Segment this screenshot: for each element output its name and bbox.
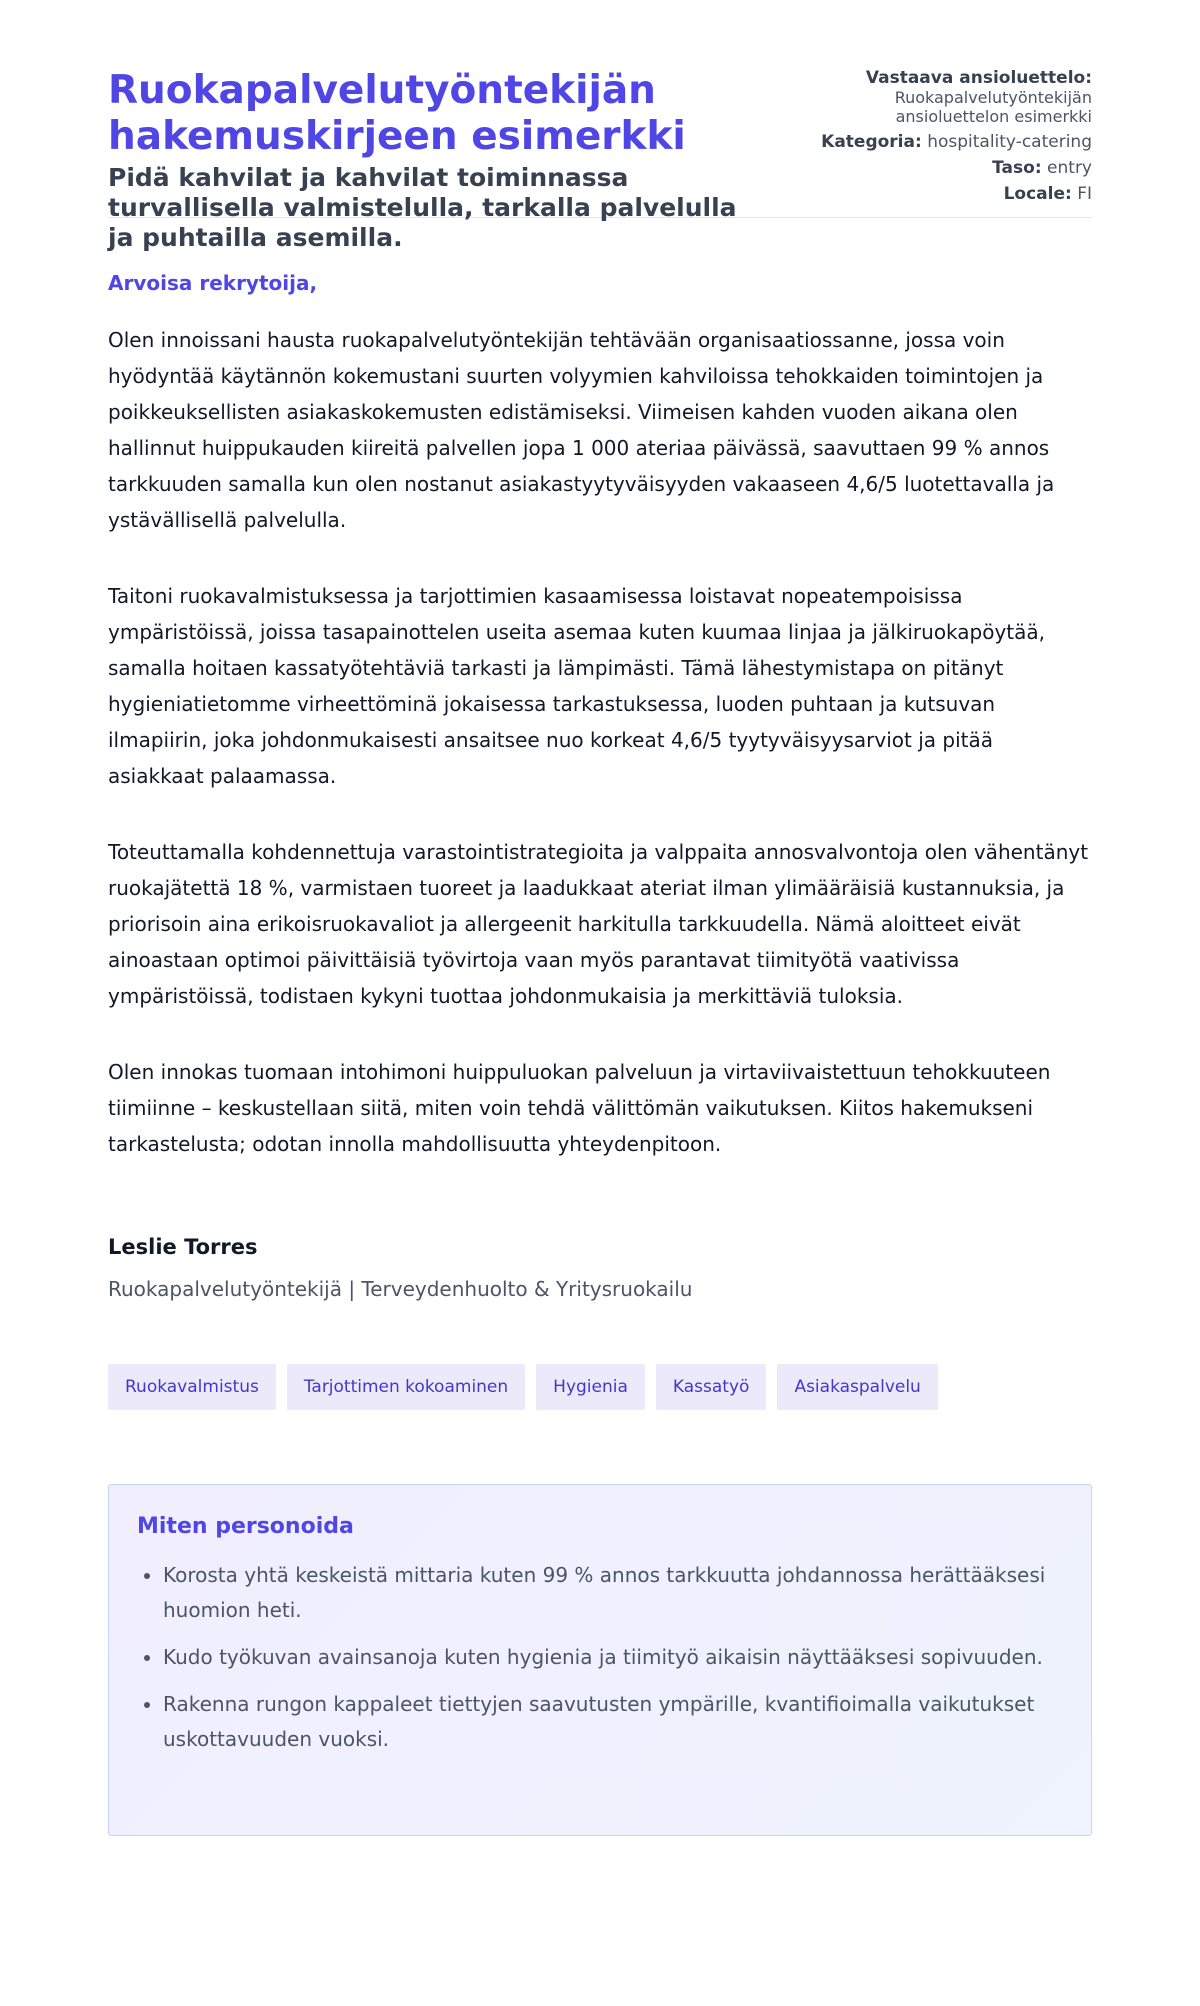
skill-tag[interactable]: Ruokavalmistus: [108, 1364, 276, 1410]
meta-locale: [821, 184, 1092, 204]
page-subtitle: Pidä kahvilat ja kahvilat toiminnassa turvallisella valmistelulla, tarkalla palvelulla ja puhtailla asemilla.: [108, 163, 737, 252]
letter-paragraph: Toteuttamalla kohdennettuja varastointistrategioita ja valppaita annosvalvontoja olen vähentänyt ruokajätettä 18 %, varmistaen tuoreet ja laadukkaat ateriat ilman ylimääräisiä kustannuksia, ja priorisoin aina erikoisruokavaliot ja allergeenit harkitulla tarkkuudella. Nämä aloitteet eivät ainoastaan optimoi päivittäisiä työvirtoja vaan myös parantavat tiimityötä vaativissa ympäristöissä, todistaen kykyni tuottaa johdonmukaisia ja merkittäviä tuloksia.: [108, 840, 1089, 1008]
skill-tag[interactable]: Hygienia: [536, 1364, 645, 1410]
meta-resume-value: Ruokapalvelutyöntekijän ansioluettelon esimerkki: [894, 88, 1092, 126]
meta-panel: [821, 68, 1092, 210]
tips-item: • Rakenna rungon kappaleet tiettyjen saavutusten ympärille, kvantifioimalla vaikutukset uskottavuuden vuoksi.: [163, 1687, 1063, 1757]
meta-locale-label: Locale:: [1003, 184, 1072, 204]
skill-tag[interactable]: Asiakaspalvelu: [777, 1364, 937, 1410]
skill-tags: [108, 1364, 1092, 1410]
letter-body: [108, 270, 1092, 1302]
meta-resume: [821, 68, 1092, 126]
letter-paragraph: Taitoni ruokavalmistuksessa ja tarjottimien kasaamisessa loistavat nopeatempoisissa ympäristöissä, joissa tasapainottelen useita asemaa kuten kuumaa linjaa ja jälkiruokapöytää, samalla hoitaen kassatyötehtäviä tarkasti ja lämpimästi. Tämä lähestymistapa on pitänyt hygieniatietomme virheettöminä jokaisessa tarkastuksessa, luoden puhtaan ja kutsuvan ilmapiirin, joka johdonmukaisesti ansaitsee nuo korkeat 4,6/5 tyytyväisyysarviot ja pitää asiakkaat palaamassa.: [108, 584, 1046, 788]
page-header: [108, 0, 1092, 252]
meta-level-value: entry: [1047, 158, 1092, 178]
meta-category: [821, 132, 1092, 152]
signature-role: Ruokapalvelutyöntekijä | Terveydenhuolto & Yritysruokailu: [108, 1277, 693, 1301]
meta-level-label: Taso:: [992, 158, 1042, 178]
skill-tag[interactable]: Tarjottimen kokoaminen: [287, 1364, 525, 1410]
meta-resume-label: Vastaava ansioluettelo:: [865, 68, 1092, 88]
letter-greeting: Arvoisa rekrytoija,: [108, 271, 318, 295]
tips-item: • Korosta yhtä keskeistä mittaria kuten 99 % annos tarkkuutta johdannossa herättääksesi huomion heti.: [163, 1558, 1063, 1628]
tips-title: Miten personoida: [137, 1514, 354, 1539]
tips-list: [137, 1558, 1063, 1757]
letter-paragraph: Olen innokas tuomaan intohimoni huippuluokan palveluun ja virtaviivaistettuun tehokkuuteen tiimiinne – keskustellaan siitä, miten voin tehdä välittömän vaikutuksen. Kiitos hakemukseni tarkastelusta; odotan innolla mahdollisuutta yhteydenpitoon.: [108, 1060, 1051, 1156]
personalization-tips-box: [108, 1484, 1092, 1836]
tips-item: • Kudo työkuvan avainsanoja kuten hygienia ja tiimityö aikaisin näyttääksesi sopivuuden.: [163, 1640, 1063, 1675]
letter-paragraph: Olen innoissani hausta ruokapalvelutyöntekijän tehtävään organisaatiossanne, jossa voin hyödyntää käytännön kokemustani suurten volyymien kahviloissa tehokkaiden toimintojen ja poikkeuksellisten asiakaskokemusten edistämiseksi. Viimeisen kahden vuoden aikana olen hallinnut huippukauden kiireitä palvellen jopa 1 000 ateriaa päivässä, saavuttaen 99 % annos tarkkuuden samalla kun olen nostanut asiakastyytyväisyyden vakaaseen 4,6/5 luotettavalla ja ystävällisellä palvelulla.: [108, 328, 1055, 532]
signature-name: Leslie Torres: [108, 1235, 258, 1259]
page-title: Ruokapalvelutyöntekijän hakemuskirjeen esimerkki: [108, 68, 686, 159]
skill-tag[interactable]: Kassatyö: [656, 1364, 767, 1410]
meta-locale-value: FI: [1077, 184, 1092, 204]
meta-level: [821, 158, 1092, 178]
meta-category-label: Kategoria:: [821, 132, 922, 152]
meta-category-value: hospitality-catering: [927, 132, 1092, 152]
